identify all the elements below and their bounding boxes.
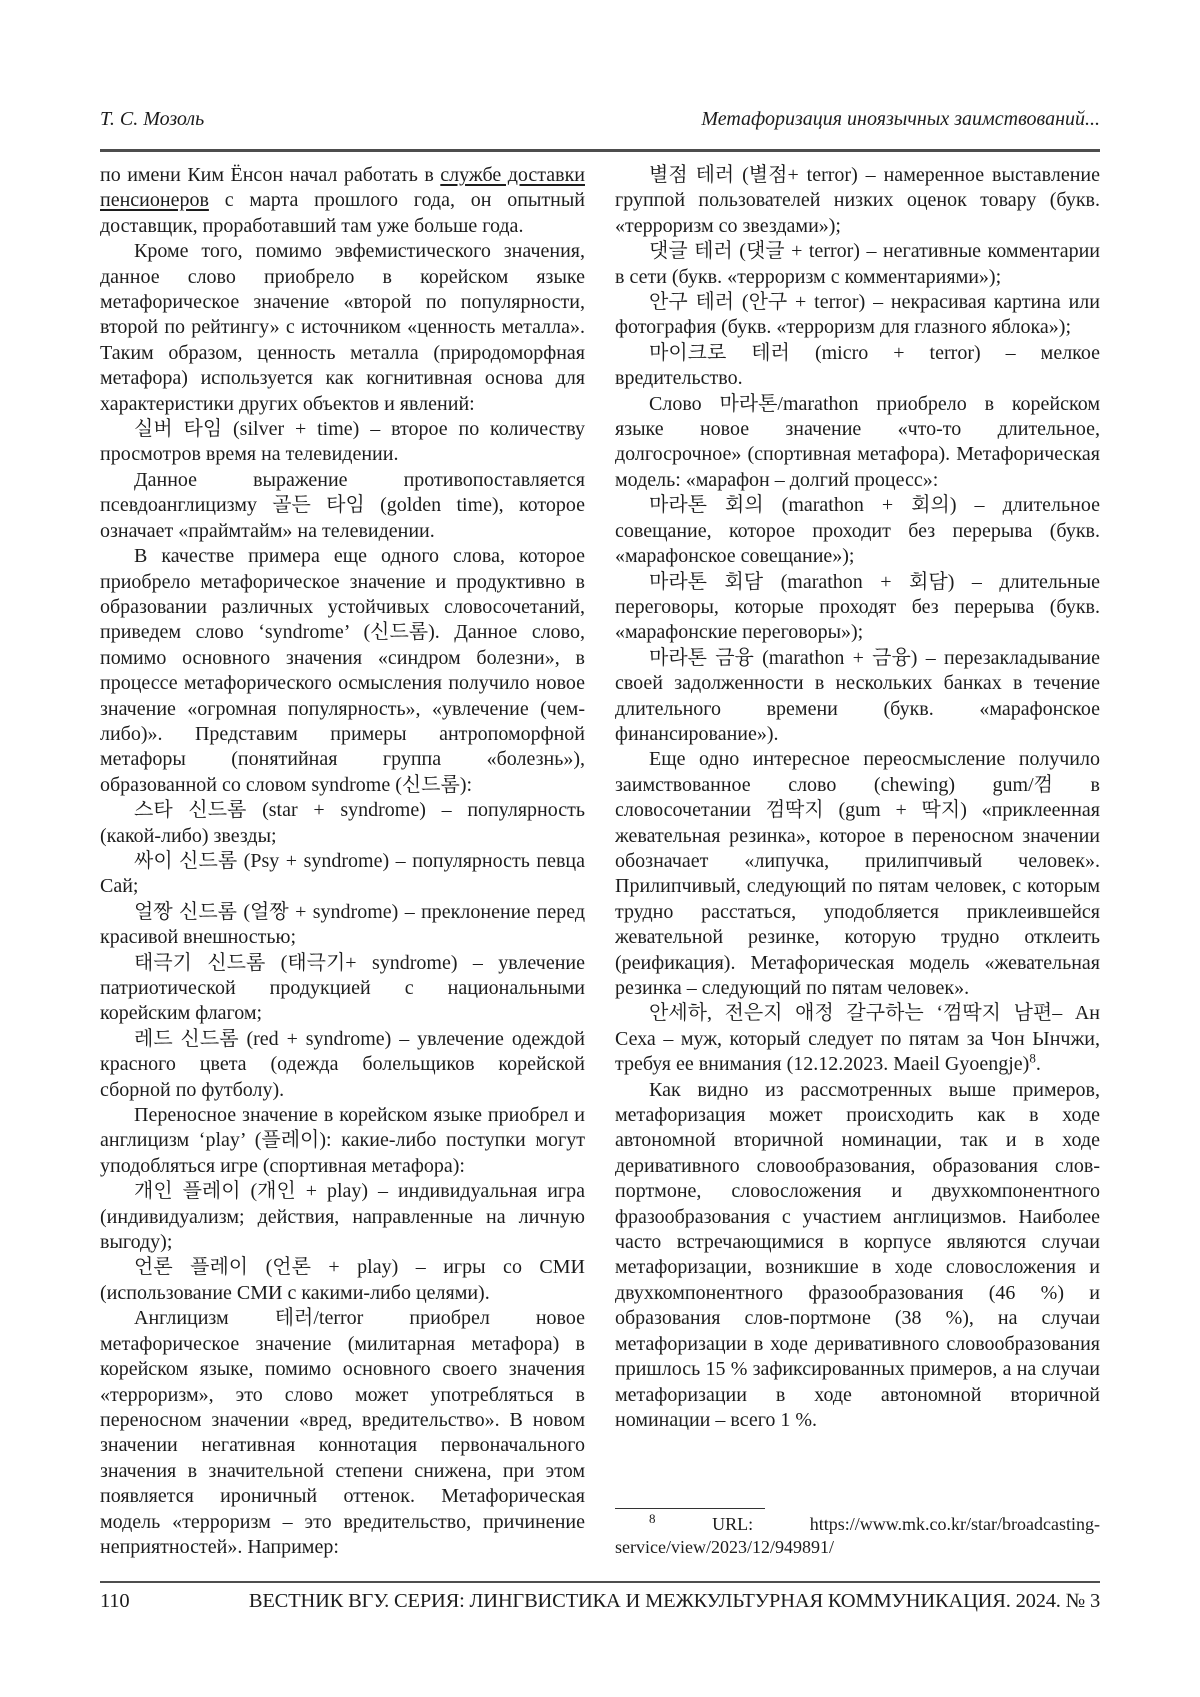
paragraph [100, 163, 585, 239]
text-run: 별점 테러 (별점+ terror) – намеренное выставление группой пользователей низких оценок товару (букв. «терроризм со звездами»); [615, 164, 1100, 237]
text-run: 마라톤 회의 (marathon + 회의) – длительное совещание, которое проходит без перерыва (букв. «марафонское совещание»); [615, 494, 1100, 568]
text-run: Данное выражение противопоставляется псевдоанглицизму 골든 타임 (golden time), которое означает «праймтайм» на телевидении. [100, 468, 585, 542]
paragraph [100, 544, 585, 798]
journal-title-line: ВЕСТНИК ВГУ. СЕРИЯ: ЛИНГВИСТИКА И МЕЖКУЛЬТУРНАЯ КОММУНИКАЦИЯ. 2024. № 3 [248, 1590, 1100, 1612]
paragraph [615, 341, 1100, 392]
text-run: Еще одно интересное переосмысление получило заимствованное слово (chewing) gum/껌 в словосочетании 껌딱지 (gum + 딱지) «приклеенная жевательная резинка», которое в переносном значении обозначает «липучка, прилипчивый человек». Прилипчивый, следующий по пятам человек, с которым трудно расстаться, уподобляется приклеившейся жевательной резинке, которую трудно отклеить (реификация). Метафорическая модель «жевательная резинка – следующий по пятам человек». [615, 748, 1100, 999]
two-column-text [100, 163, 1100, 1559]
underlined-phrase: службе доставки пенсионеров [100, 164, 585, 212]
paragraph [615, 290, 1100, 341]
text-run: . [1035, 1053, 1041, 1076]
paragraph [100, 1103, 585, 1179]
footnote-url: URL: https://www.mk.co.kr/star/broadcasting-service/view/2023/12/949891/ [615, 1514, 1100, 1557]
text-run: Переносное значение в корейском языке приобрел и англицизм ‘play’ (플레이): какие-либо поступки могут уподобляться игре (спортивная метафора): [100, 1104, 585, 1177]
footnote-ref: 8 [1029, 1050, 1036, 1066]
text-run: 마이크로 테러 (micro + terror) – мелкое вредительство. [615, 341, 1100, 390]
text-run: по имени Ким Ёнсон начал работать в [100, 164, 441, 186]
paragraph [100, 900, 585, 951]
text-run: с марта прошлого года, он опытный доставщик, проработавший там уже больше года. [100, 189, 585, 237]
paragraph [100, 951, 585, 1027]
text-run: 실버 타임 (silver + time) – второе по количеству просмотров время на телевидении. [100, 418, 585, 466]
paragraph [615, 747, 1100, 1001]
paragraph [100, 468, 585, 544]
right-column [615, 163, 1100, 1559]
paragraph [615, 163, 1100, 239]
running-author: Т. С. Мозоль [100, 108, 205, 130]
text-run: 마라톤 회담 (marathon + 회담) – длительные переговоры, которые проходят без перерыва (букв. «марафонские переговоры»); [615, 570, 1100, 644]
text-run: Как видно из рассмотренных выше примеров, метафоризация может происходить как в ходе автономной вторичной номинации, так и в ходе деривативного словообразования, образования слов-портмоне, словосложения и двухкомпонентного фразообразования с участием англицизмов. Наиболее часто встречающимися в корпусе являются случаи метафоризации, возникшие в ходе словосложения и двухкомпонентного фразообразования (46 %) и образования слов-портмоне (38 %), на случаи метафоризации в ходе деривативного словообразования пришлось 15 % зафиксированных примеров, а на случаи метафоризации в ходе автономной вторичной номинации – всего 1 %. [615, 1078, 1100, 1431]
page-header [100, 108, 1100, 131]
paragraph [615, 239, 1100, 290]
header-rule [100, 149, 1100, 152]
page-number: 110 [100, 1590, 130, 1612]
paragraph [615, 1001, 1100, 1077]
text-run: 안구 테러 (안구 + terror) – некрасивая картина или фотография (букв. «терроризм для глазного яблока»); [615, 291, 1100, 339]
left-column [100, 163, 585, 1559]
paragraph [100, 1255, 585, 1306]
paragraph [615, 646, 1100, 748]
footnote-marker: 8 [649, 1511, 656, 1526]
footer-rule [100, 1581, 1100, 1583]
text-run: 마라톤 금융 (marathon + 금융) – перезакладывание своей задолженности в нескольких банках в течение длительного времени (букв. «марафонское финансирование»). [615, 646, 1100, 745]
paragraph [100, 798, 585, 849]
paragraph [100, 849, 585, 900]
paragraph [100, 239, 585, 417]
text-run: Слово 마라톤/marathon приобрело в корейском языке новое значение «что-то длительное, долгосрочное» (спортивная метафора). Метафорическая модель: «марафон – долгий процесс»: [615, 392, 1100, 491]
paragraph [615, 493, 1100, 569]
paragraph [100, 1179, 585, 1255]
paragraph [100, 417, 585, 468]
text-run: 개인 플레이 (개인 + play) – индивидуальная игра (индивидуализм; действия, направленные на личную выгоду); [100, 1180, 585, 1254]
paragraph [615, 392, 1100, 494]
page-footer [100, 1590, 1100, 1613]
text-run: Англицизм 테러/terror приобрел новое метафорическое значение (милитарная метафора) в корейском языке, помимо основного своего значения «терроризм», это слово может употребляться в переносном значении «вред, вредительство». В новом значении негативная коннотация первоначального значения в значительной степени снижена, при этом появляется ироничный оттенок. Метафорическая модель «терроризм – это вредительство, причинение неприятностей». Например: [100, 1307, 585, 1558]
text-run: 스타 신드롬 (star + syndrome) – популярность (какой-либо) звезды; [100, 799, 585, 847]
text-run: 안세하, 전은지 애정 갈구하는 ‘껌딱지 남편– Ан Сеха – муж, который следует по пятам за Чон Ынчжи, требуя ее внимания (12.12.2023. Maeil Gyoengje) [615, 1002, 1100, 1076]
text-run: В качестве примера еще одного слова, которое приобрело метафорическое значение и продуктивно в образовании различных устойчивых словосочетаний, приведем слово ‘syndrome’ (신드롬). Данное слово, помимо основного значения «синдром болезни», в процессе метафорического осмысления получило новое значение «огромная популярность», «увлечение (чем-либо)». Представим примеры антропоморфной метафоры (понятийная группа «болезнь»), образованной со словом syndrome (신드롬): [100, 545, 585, 796]
paragraph [100, 1027, 585, 1103]
paragraph [615, 1078, 1100, 1434]
paragraph [100, 1306, 585, 1559]
text-run: 언론 플레이 (언론 + play) – игры со СМИ (использование СМИ с какими-либо целями). [100, 1256, 585, 1304]
text-run: 얼짱 신드롬 (얼짱 + syndrome) – преклонение перед красивой внешностью; [100, 900, 585, 949]
text-run: 태극기 신드롬 (태극기+ syndrome) – увлечение патриотической продукцией с национальными корейским флагом; [100, 951, 585, 1025]
text-run: Кроме того, помимо эвфемистического значения, данное слово приобрело в корейском языке метафорическое значение «второй по популярности, второй по рейтингу» с источником «ценность металла». Таким образом, ценность металла (природоморфная метафора) используется как когнитивная основа для характеристики других объектов и явлений: [100, 240, 585, 415]
text-run: 댓글 테러 (댓글 + terror) – негативные комментарии в сети (букв. «терроризм с комментариями»); [615, 240, 1100, 288]
footnote-block [615, 1500, 1100, 1559]
footnote-separator [615, 1508, 765, 1509]
text-run: 레드 신드롬 (red + syndrome) – увлечение одеждой красного цвета (одежда болельщиков корейской сборной по футболу). [100, 1027, 585, 1101]
text-run: 싸이 신드롬 (Psy + syndrome) – популярность певца Сай; [100, 849, 585, 898]
footnote-text [615, 1513, 1100, 1559]
running-title: Метафоризация иноязычных заимствований... [701, 108, 1100, 130]
paragraph [615, 570, 1100, 646]
